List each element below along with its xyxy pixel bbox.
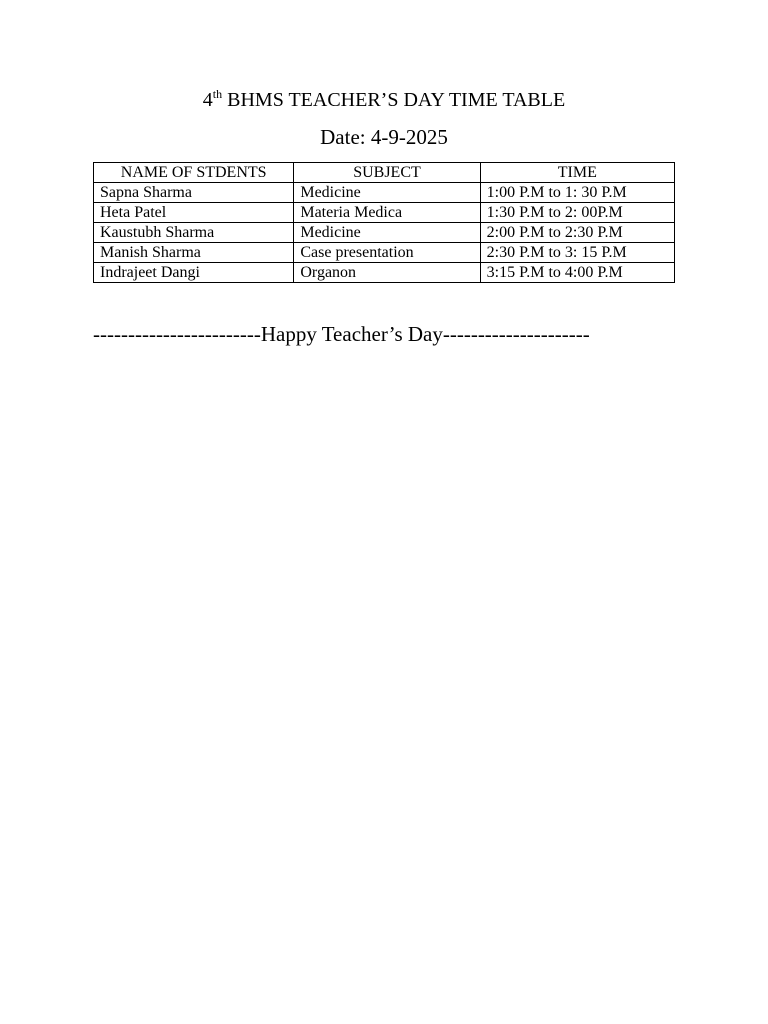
document-date: Date: 4-9-2025 bbox=[320, 125, 448, 149]
footer-greeting: ------------------------Happy Teacher’s Day--------------------- bbox=[93, 322, 590, 346]
header-name: NAME OF STDENTS bbox=[94, 163, 294, 183]
cell-student-name: Heta Patel bbox=[94, 203, 294, 223]
cell-time: 1:30 P.M to 2: 00P.M bbox=[480, 203, 674, 223]
timetable bbox=[93, 162, 675, 283]
cell-subject: Case presentation bbox=[294, 243, 480, 263]
cell-time: 3:15 P.M to 4:00 P.M bbox=[480, 263, 674, 283]
header-time: TIME bbox=[480, 163, 674, 183]
cell-student-name: Kaustubh Sharma bbox=[94, 223, 294, 243]
header-subject: SUBJECT bbox=[294, 163, 480, 183]
table-row bbox=[94, 203, 675, 223]
cell-subject: Medicine bbox=[294, 223, 480, 243]
cell-student-name: Manish Sharma bbox=[94, 243, 294, 263]
cell-time: 2:30 P.M to 3: 15 P.M bbox=[480, 243, 674, 263]
cell-student-name: Indrajeet Dangi bbox=[94, 263, 294, 283]
cell-student-name: Sapna Sharma bbox=[94, 183, 294, 203]
cell-subject: Organon bbox=[294, 263, 480, 283]
cell-subject: Medicine bbox=[294, 183, 480, 203]
table-row bbox=[94, 183, 675, 203]
table-header-row bbox=[94, 163, 675, 183]
table-row bbox=[94, 223, 675, 243]
title-superscript: th bbox=[212, 87, 223, 101]
cell-subject: Materia Medica bbox=[294, 203, 480, 223]
table-row bbox=[94, 263, 675, 283]
title-text: BHMS TEACHER’S DAY TIME TABLE bbox=[222, 89, 566, 111]
table-row bbox=[94, 243, 675, 263]
title-prefix: 4 bbox=[202, 89, 213, 111]
document-title bbox=[0, 86, 768, 114]
cell-time: 2:00 P.M to 2:30 P.M bbox=[480, 223, 674, 243]
cell-time: 1:00 P.M to 1: 30 P.M bbox=[480, 183, 674, 203]
